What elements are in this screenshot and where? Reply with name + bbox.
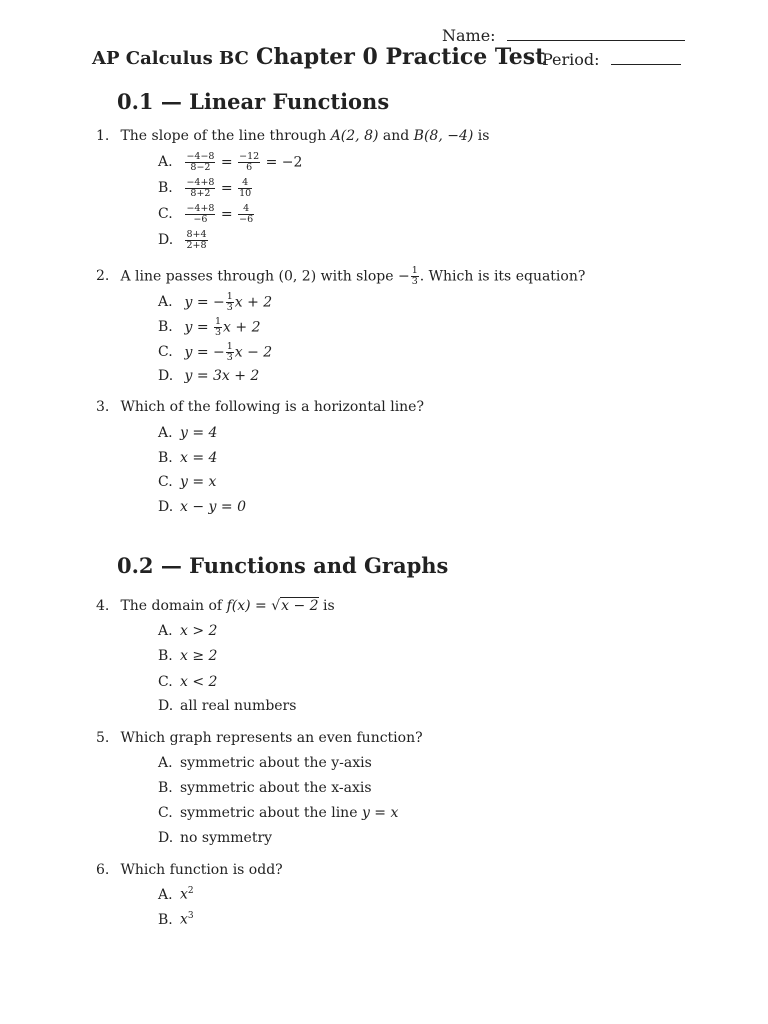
question-4: 4. The domain of f(x) = √x − 2 is [96,598,335,614]
choice-letter: D. [158,499,174,515]
fraction: $\frac{-4+8}{8+2}$ [186,177,215,199]
choice-2b[interactable]: B. y = $\frac{1}{3}$ x + 2 [158,316,261,338]
choice-letter: C. [158,805,173,821]
choice-4d[interactable]: D. all real numbers [158,698,297,714]
choice-letter: A. [158,425,173,441]
question-number: 6. [96,862,110,878]
choice-2c[interactable]: C. y = − $\frac{1}{3}$ x − 2 [158,341,273,363]
fraction: $\frac{-4+8}{-6}$ [186,203,215,225]
choice-letter: D. [158,368,174,384]
choice-letter: A. [158,294,173,311]
choice-4c[interactable]: C. x < 2 [158,674,218,690]
choice-letter: C. [158,474,173,490]
choice-letter: B. [158,648,173,664]
choice-3d[interactable]: D. x − y = 0 [158,499,246,515]
choice-5b[interactable]: B. symmetric about the x-axis [158,780,372,796]
fraction: $\frac{-4-8}{8-2}$ [186,151,215,173]
sqrt: √x − 2 [271,598,319,614]
choice-letter: B. [158,911,173,928]
name-blank[interactable] [507,24,685,41]
question-number: 2. [96,268,110,285]
choice-letter: D. [158,232,174,249]
period-field[interactable] [542,48,681,69]
question-number: 3. [96,399,110,415]
question-number: 5. [96,730,110,746]
name-field[interactable] [442,24,685,45]
choice-letter: A. [158,623,173,639]
choice-1d[interactable] [158,230,209,251]
choice-letter: D. [158,698,174,714]
choice-letter: A. [158,886,173,903]
choice-5a[interactable]: A. symmetric about the y-axis [158,755,372,771]
fraction: $\frac{1}{3}$ [226,291,233,313]
fraction: $\frac{1}{3}$ [226,341,233,363]
choice-3c[interactable]: C. y = x [158,474,217,490]
question-6: 6. Which function is odd? [96,862,283,878]
course-name: AP Calculus BC [92,48,249,69]
choice-4b[interactable]: B. x ≥ 2 [158,648,218,664]
choice-3a[interactable]: A. y = 4 [158,425,218,441]
choice-1b[interactable]: B. $\frac{-4+8}{8+2}$ = $\frac{4}{10}$ [158,177,252,199]
choice-6b[interactable]: B. $x^3$ [158,911,194,928]
fraction: $\frac{4}{-6}$ [239,203,254,225]
name-label: Name: [442,26,496,45]
point-b: B(8, −4) [413,128,474,144]
choice-5c[interactable]: C. symmetric about the line y = x [158,805,399,821]
fraction: $\frac{-12}{6}$ [239,151,260,173]
fraction: $\frac{8+4}{2+8}$ [186,229,207,251]
point: (0, 2) [278,268,317,285]
page-title: Chapter 0 Practice Test [256,44,546,70]
section-heading-linear-functions: 0.1 — Linear Functions [117,89,390,114]
slope-fraction: $\frac{1}{3}$ [411,265,418,287]
choice-letter: C. [158,344,173,361]
choice-1a[interactable]: A. $\frac{-4-8}{8-2}$ = $\frac{-12}{6}$ = −2 [158,151,303,173]
choice-letter: B. [158,450,173,466]
period-blank[interactable] [611,48,681,65]
choice-5d[interactable]: D. no symmetry [158,830,273,846]
question-5: 5. Which graph represents an even function? [96,730,423,746]
question-number: 1. [96,128,110,144]
question-number: 4. [96,598,110,614]
fraction: $\frac{1}{3}$ [215,316,222,338]
choice-letter: B. [158,180,173,197]
period-label: Period: [542,50,600,69]
test-header [90,44,690,72]
fraction: $\frac{4}{10}$ [239,177,252,199]
choice-2d[interactable]: D. y = 3x + 2 [158,368,260,384]
choice-6a[interactable]: A. $x^2$ [158,886,194,903]
choice-letter: C. [158,206,173,223]
choice-letter: B. [158,780,173,796]
choice-1c[interactable]: C. $\frac{-4+8}{-6}$ = $\frac{4}{-6}$ [158,203,254,225]
point-a: A(2, 8) [330,128,379,144]
question-3: 3. Which of the following is a horizontal line? [96,399,424,415]
choice-4a[interactable]: A. x > 2 [158,623,218,639]
choice-3b[interactable]: B. x = 4 [158,450,218,466]
choice-letter: B. [158,319,173,336]
choice-letter: A. [158,154,173,171]
question-2: 2. A line passes through (0, 2) with slope − $\frac{1}{3}$ . Which is its equation? [96,265,586,287]
choice-letter: C. [158,674,173,690]
section-heading-functions-and-graphs: 0.2 — Functions and Graphs [117,553,449,578]
choice-letter: D. [158,830,174,846]
question-1: 1. The slope of the line through A(2, 8) and B(8, −4) is [96,128,490,144]
choice-2a[interactable]: A. y = − $\frac{1}{3}$ x + 2 [158,291,273,313]
choice-letter: A. [158,755,173,771]
